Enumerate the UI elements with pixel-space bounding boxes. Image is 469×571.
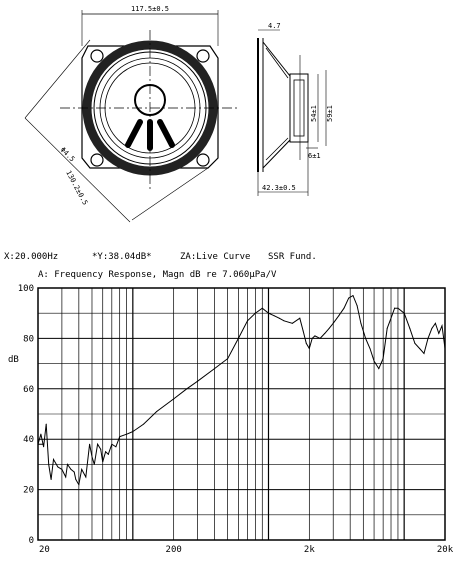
data-point — [74, 471, 75, 472]
data-point — [279, 318, 280, 319]
data-point — [312, 338, 313, 339]
dim-magnet-1-label: 54±1 — [310, 105, 318, 122]
data-point — [428, 338, 429, 339]
data-point — [111, 444, 112, 445]
data-point — [394, 308, 395, 309]
dim-magnet-2-label: 59±1 — [326, 105, 334, 122]
data-point — [445, 348, 446, 349]
data-point — [40, 434, 41, 435]
data-point — [238, 338, 239, 339]
data-point — [43, 446, 44, 447]
data-point — [108, 454, 109, 455]
data-point — [255, 313, 256, 314]
data-point — [314, 335, 315, 336]
data-point — [333, 323, 334, 324]
data-point — [435, 323, 436, 324]
x-tick-label: 20 — [39, 545, 50, 555]
data-point — [119, 436, 120, 437]
data-point — [409, 328, 410, 329]
data-point — [53, 459, 54, 460]
data-point — [102, 461, 103, 462]
data-point — [360, 323, 361, 324]
za-label: ZA:Live Curve — [180, 252, 251, 262]
dim-magnet-3-label: 6±1 — [308, 152, 321, 160]
data-point — [378, 368, 379, 369]
y-tick-label: 100 — [17, 284, 34, 294]
dim-diag-small-label: Φ4.5 — [58, 145, 77, 164]
data-point — [441, 325, 442, 326]
x-tick-label: 20k — [436, 545, 454, 555]
data-point — [65, 477, 66, 478]
data-point — [105, 451, 106, 452]
data-point — [67, 464, 68, 465]
data-point — [320, 338, 321, 339]
front-view — [25, 10, 240, 222]
data-point — [309, 348, 310, 349]
y-tick-label: 0 — [28, 536, 34, 546]
data-point — [91, 456, 92, 457]
data-point — [383, 358, 384, 359]
data-point — [387, 328, 388, 329]
data-point — [156, 411, 157, 412]
data-point — [391, 318, 392, 319]
data-point — [57, 466, 58, 467]
data-point — [132, 431, 133, 432]
data-point — [357, 305, 358, 306]
data-point — [227, 358, 228, 359]
data-point — [324, 333, 325, 334]
series-line — [38, 296, 445, 485]
dim-width-label: 117.5±0.5 — [131, 5, 169, 13]
data-point — [348, 298, 349, 299]
data-point — [46, 424, 47, 425]
data-point — [51, 479, 52, 480]
data-point — [97, 444, 98, 445]
chart-grid — [38, 288, 445, 540]
data-point — [173, 398, 174, 399]
data-point — [143, 424, 144, 425]
data-point — [369, 348, 370, 349]
data-point — [78, 484, 79, 485]
data-point — [247, 320, 248, 321]
frequency-response-chart — [0, 280, 469, 571]
x-tick-label: 200 — [165, 545, 182, 555]
chart-title: A: Frequency Response, Magn dB re 7.060μPa/V — [38, 270, 277, 280]
data-point — [100, 449, 101, 450]
data-point — [438, 333, 439, 334]
y-tick-label: 20 — [23, 485, 34, 496]
data-point — [94, 464, 95, 465]
data-point — [85, 477, 86, 478]
data-point — [283, 320, 284, 321]
data-point — [414, 343, 415, 344]
data-point — [303, 330, 304, 331]
x-tick-label: 2k — [303, 545, 315, 555]
data-point — [268, 313, 269, 314]
y-readout: *Y:38.04dB* — [92, 252, 152, 262]
data-point — [262, 308, 263, 309]
data-point — [423, 353, 424, 354]
data-point — [292, 323, 293, 324]
data-point — [329, 328, 330, 329]
data-point — [431, 328, 432, 329]
data-point — [48, 464, 49, 465]
data-point — [61, 469, 62, 470]
x-readout: X:20.000Hz — [4, 252, 59, 262]
y-tick-label: 80 — [23, 334, 34, 345]
data-point — [374, 361, 375, 362]
y-tick-label: 60 — [23, 384, 34, 395]
data-point — [70, 469, 71, 470]
data-point — [75, 479, 76, 480]
y-tick-label: 40 — [23, 435, 34, 446]
data-point — [338, 315, 339, 316]
data-point — [299, 318, 300, 319]
dim-depth-label: 42.3±0.5 — [262, 184, 296, 192]
speaker-technical-drawing — [0, 0, 469, 230]
data-point — [214, 368, 215, 369]
data-point — [197, 381, 198, 382]
data-point — [353, 295, 354, 296]
data-point — [186, 388, 187, 389]
dim-diagonal-label: 130.2±0.5 — [64, 169, 90, 207]
data-point — [419, 348, 420, 349]
ssr-label: SSR Fund. — [268, 252, 317, 262]
data-point — [343, 308, 344, 309]
data-point — [397, 308, 398, 309]
data-point — [115, 446, 116, 447]
data-point — [365, 338, 366, 339]
data-point — [274, 315, 275, 316]
y-axis-label: dB — [8, 355, 19, 365]
data-point — [81, 469, 82, 470]
data-point — [89, 444, 90, 445]
dim-flange-label: 4.7 — [268, 22, 281, 30]
data-point — [126, 434, 127, 435]
data-point — [306, 343, 307, 344]
data-point — [404, 313, 405, 314]
